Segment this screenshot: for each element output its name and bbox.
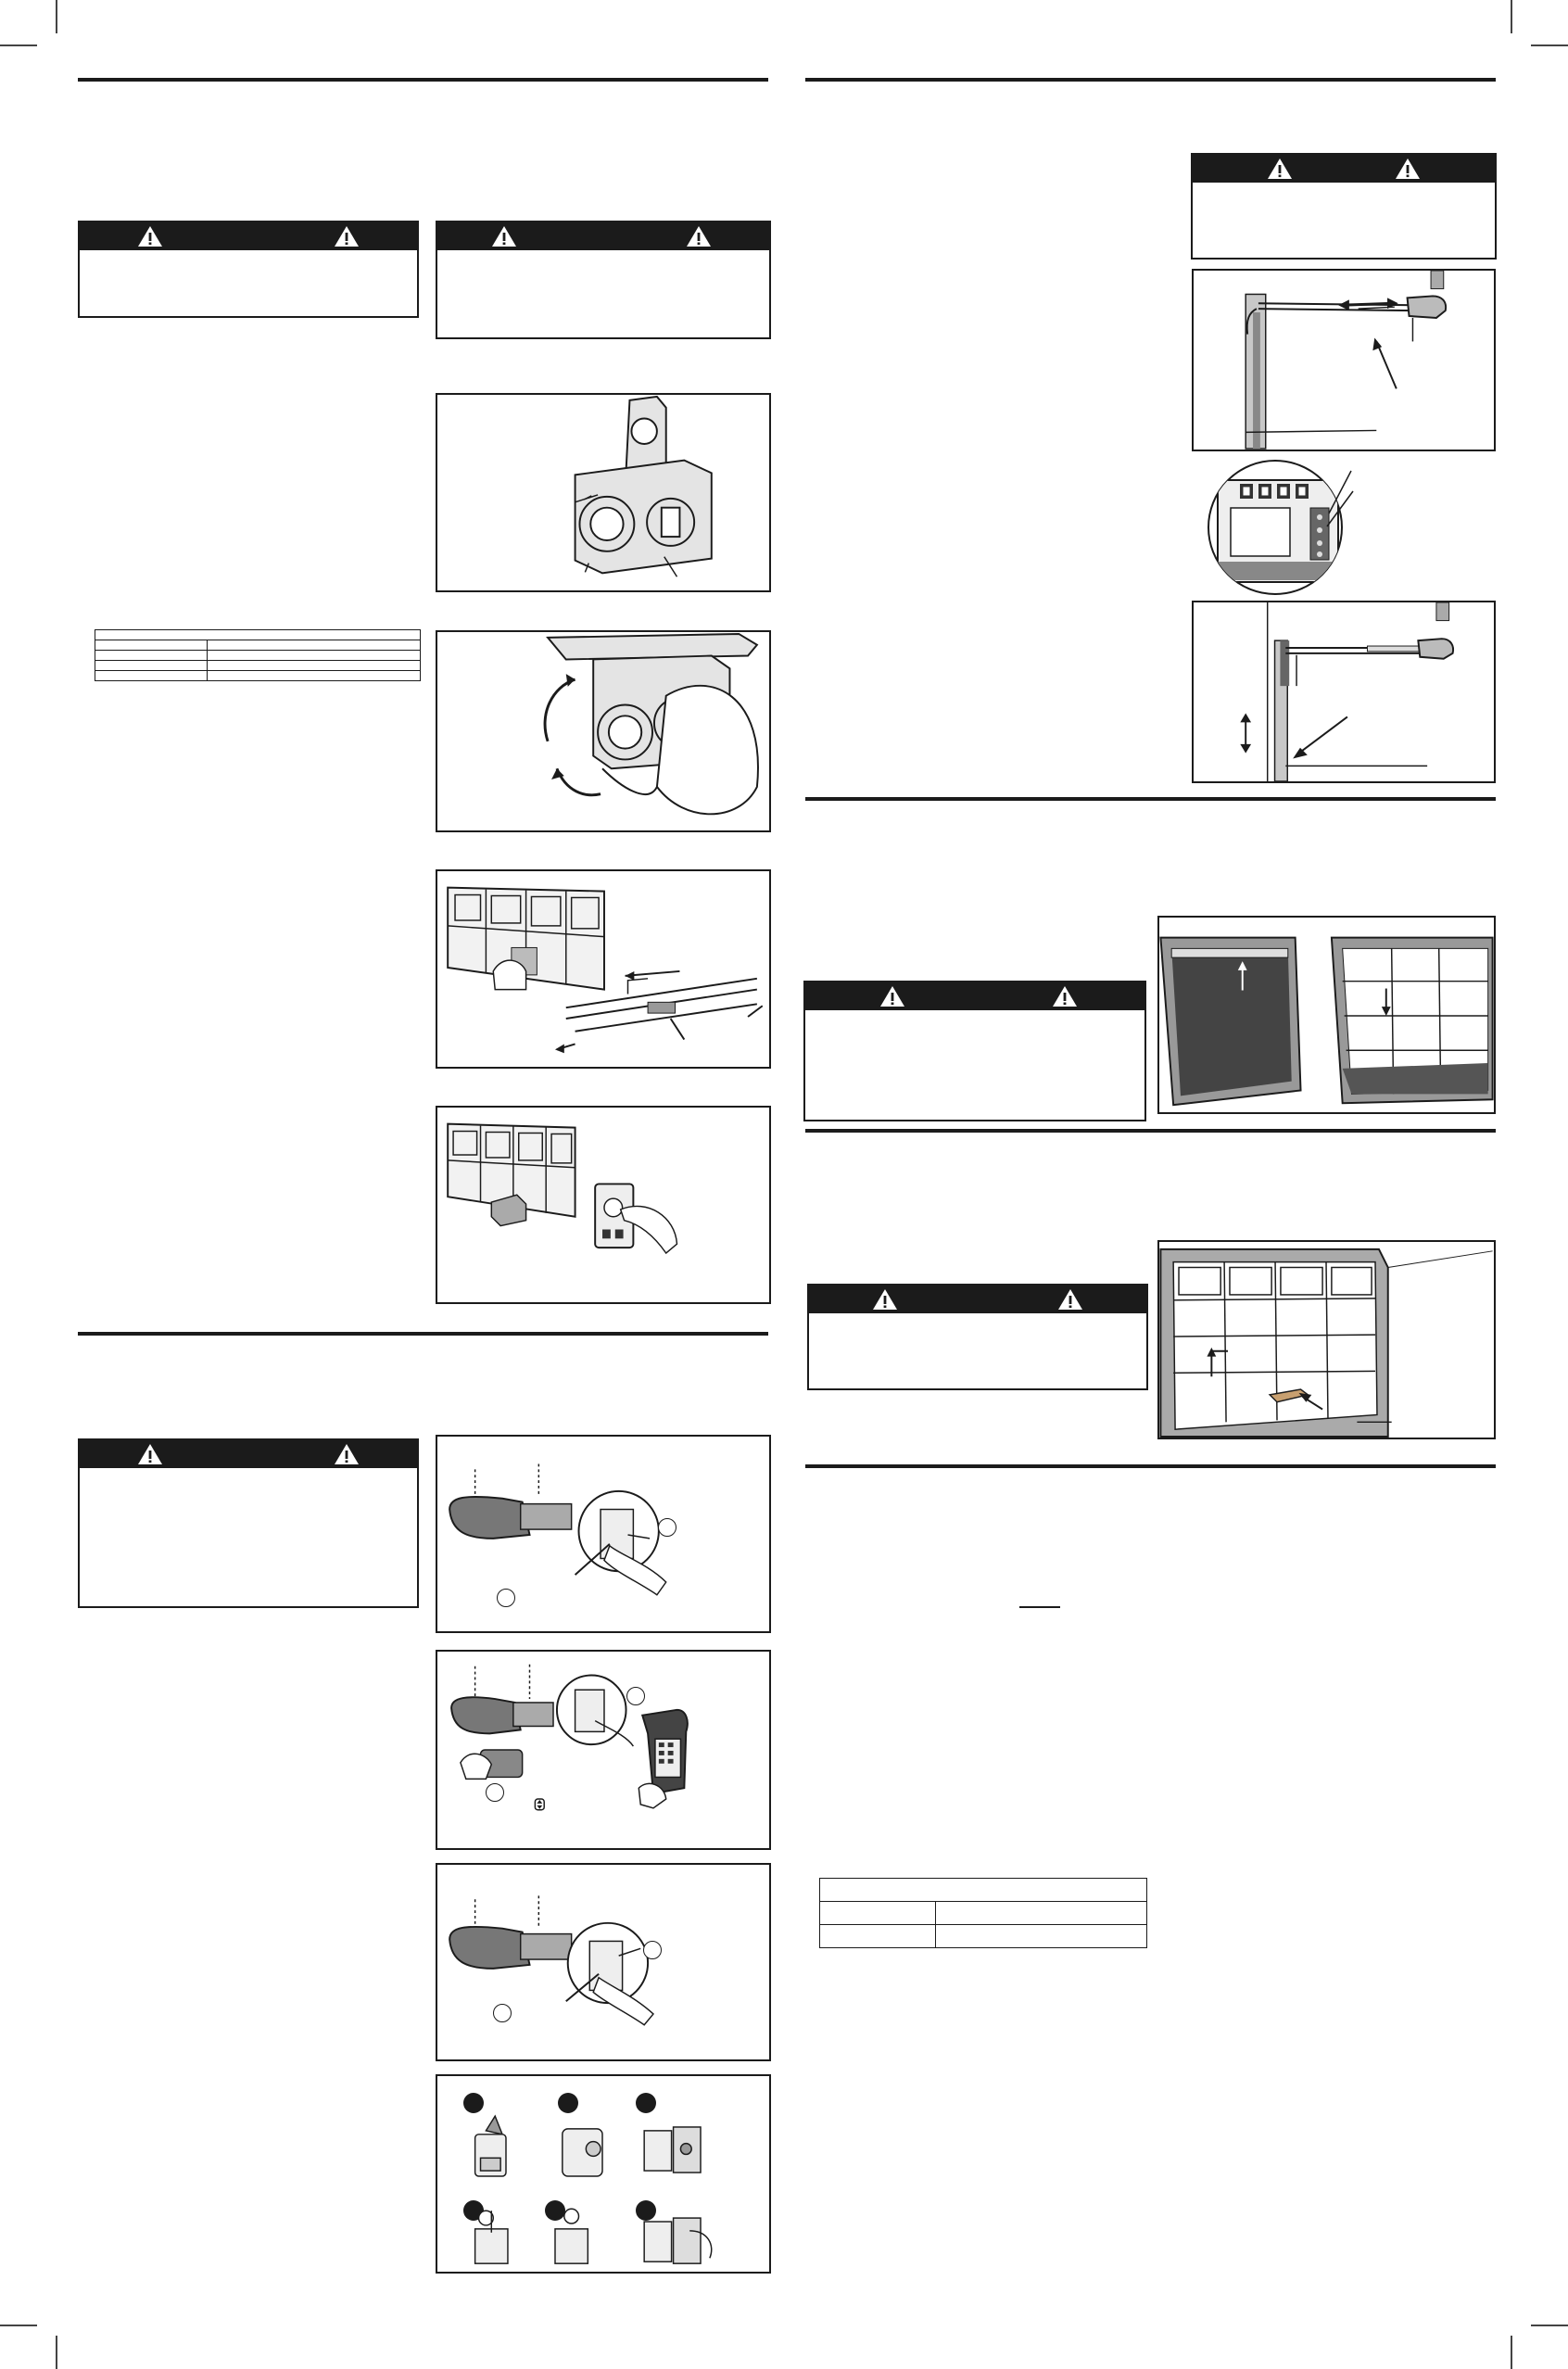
figure-opener-learn-1: [436, 1435, 771, 1633]
warning-box-1: [78, 221, 419, 318]
crop-mark: [1511, 0, 1512, 33]
table-cell: [95, 640, 208, 651]
warning-triangle-icon: [334, 225, 360, 247]
table-cell: [820, 1902, 936, 1925]
table-cell: [95, 651, 208, 661]
crop-mark: [1511, 2336, 1512, 2369]
crop-mark: [0, 44, 37, 46]
crop-mark: [56, 0, 57, 33]
crop-mark: [1531, 2325, 1568, 2326]
warning-header: [80, 1440, 417, 1468]
figure-opener-learn-2: [436, 1650, 771, 1850]
table-header-cell: [95, 630, 421, 640]
table-header-cell: [820, 1879, 1147, 1902]
warning-triangle-icon: [137, 225, 163, 247]
section-rule-right-middle-1: [805, 797, 1496, 801]
figure-limit-bracket: [436, 393, 771, 592]
warning-triangle-icon: [1057, 1288, 1083, 1311]
warning-box-4: [803, 981, 1146, 1121]
step-circle: [658, 1518, 677, 1537]
section-rule-right-top: [805, 78, 1496, 82]
figure-door-2x4: [1157, 1240, 1496, 1439]
warning-header: [437, 222, 769, 250]
warning-header: [80, 222, 417, 250]
table-cell: [208, 671, 421, 681]
warning-triangle-icon: [872, 1288, 898, 1311]
table-cell: [208, 651, 421, 661]
step-circle: [643, 1941, 662, 1959]
underline-mark: [1019, 1606, 1060, 1608]
section-rule-right-middle-2: [805, 1129, 1496, 1133]
table-cell: [95, 661, 208, 671]
figure-terminal-closeup: [1205, 458, 1355, 597]
warning-header: [1193, 155, 1495, 183]
figure-door-block: [436, 1106, 771, 1304]
table-cell: [208, 661, 421, 671]
section-rule-left-middle: [78, 1332, 768, 1336]
warning-box-2: [436, 221, 771, 339]
warning-header: [805, 982, 1144, 1010]
warning-triangle-icon: [491, 225, 517, 247]
crop-mark: [0, 2325, 37, 2326]
table-cell: [936, 1902, 1147, 1925]
figure-rail-door: [1192, 601, 1496, 783]
table-cell: [95, 671, 208, 681]
warning-triangle-icon: [1052, 985, 1078, 1007]
crop-mark: [1531, 44, 1568, 46]
step-circle: [493, 2004, 512, 2022]
settings-table: [819, 1878, 1147, 1948]
warning-triangle-icon: [1395, 158, 1421, 180]
warning-triangle-icon: [879, 985, 905, 1007]
table-cell: [820, 1925, 936, 1948]
figure-door-trolley: [436, 869, 771, 1069]
warning-triangle-icon: [686, 225, 712, 247]
warning-triangle-icon: [1267, 158, 1293, 180]
warning-box-6: [78, 1438, 419, 1608]
table-cell: [936, 1925, 1147, 1948]
crop-mark: [56, 2336, 57, 2369]
warning-box-3: [1191, 153, 1497, 260]
warning-box-5: [807, 1284, 1148, 1390]
figure-remote-battery: [436, 2074, 771, 2274]
section-rule-left-top: [78, 78, 768, 82]
section-rule-right-bottom: [805, 1464, 1496, 1468]
table-cell: [208, 640, 421, 651]
limit-table: [95, 629, 421, 681]
warning-header: [809, 1286, 1146, 1313]
warning-triangle-icon: [137, 1443, 163, 1465]
step-circle: [626, 1687, 645, 1705]
warning-triangle-icon: [334, 1443, 360, 1465]
step-circle: [486, 1783, 504, 1802]
step-circle: [497, 1589, 515, 1607]
figure-door-open-close: [1157, 916, 1496, 1114]
figure-rail-trolley: [1192, 269, 1496, 451]
figure-turn-dial: [436, 630, 771, 832]
figure-opener-learn-3: [436, 1863, 771, 2061]
